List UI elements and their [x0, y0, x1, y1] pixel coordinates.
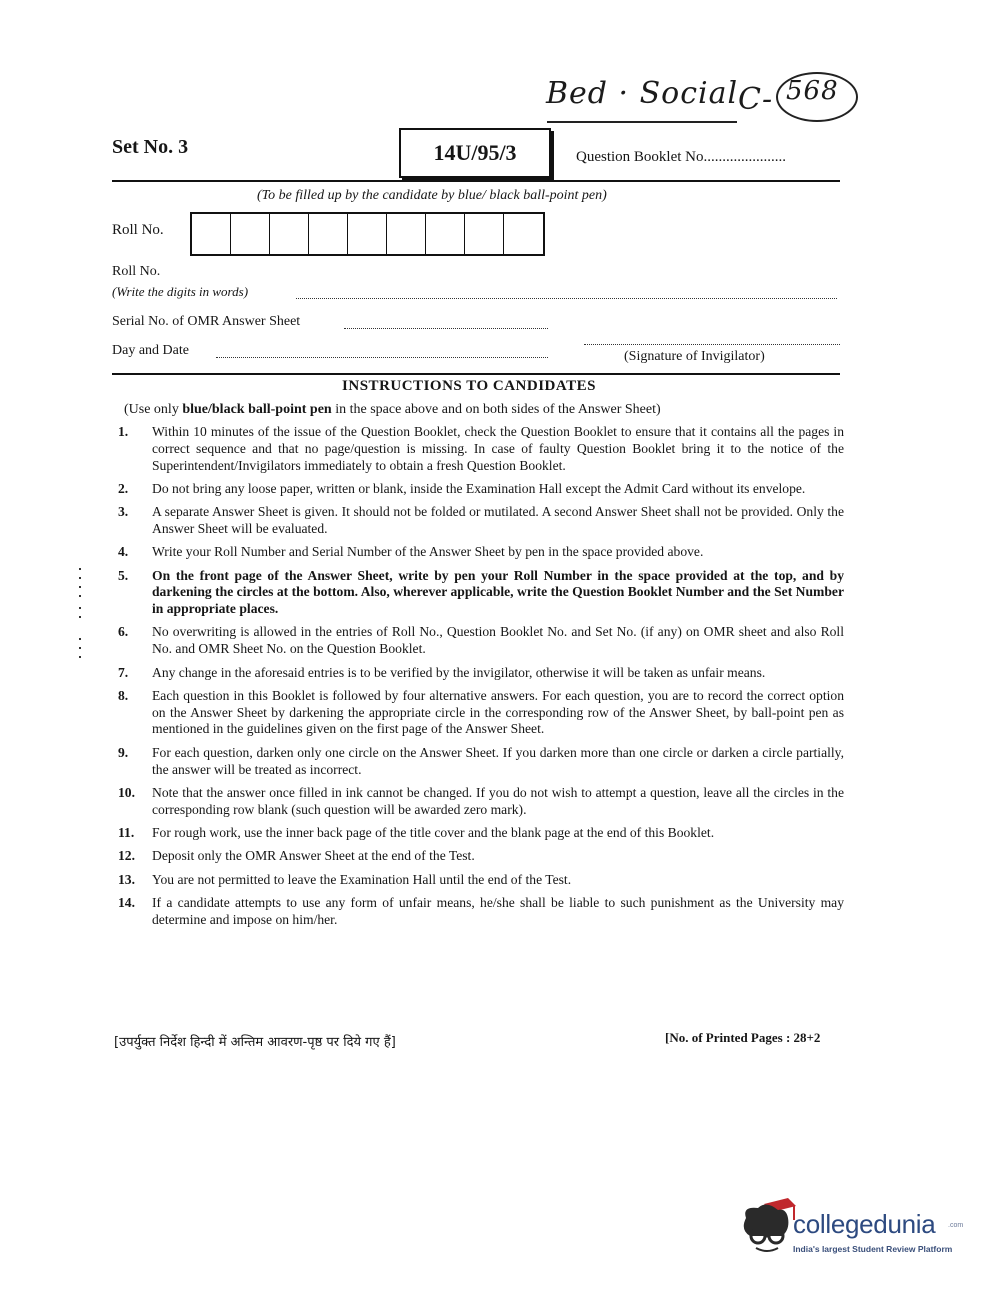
instructions-sub-note: (Use only blue/black ball-point pen in the space above and on both sides of the Answer Sheet): [124, 402, 661, 417]
instruction-number: 12.: [118, 848, 135, 864]
roll-no-cell[interactable]: [348, 214, 387, 254]
instruction-item: [118, 544, 844, 561]
instructions-title: INSTRUCTIONS TO CANDIDATES: [342, 378, 596, 394]
set-number: Set No. 3: [112, 136, 189, 158]
roll-no-cell[interactable]: [426, 214, 465, 254]
instruction-number: 2.: [118, 480, 129, 496]
instruction-item: [118, 424, 844, 474]
handwritten-note: Bed · Social: [546, 76, 739, 111]
instruction-item: [118, 825, 844, 842]
instruction-number: 8.: [118, 687, 129, 703]
instruction-item: [118, 665, 844, 682]
margin-marks-2: [79, 607, 82, 625]
instruction-number: 13.: [118, 871, 135, 887]
instruction-number: 10.: [118, 784, 135, 800]
instruction-number: 5.: [118, 567, 129, 583]
instruction-text: On the front page of the Answer Sheet, write by pen your Roll Number in the space provided at the top, and by darkening the circles at the bottom. Also, wherever applicable, write the Question Booklet Number and the Set Number in appropriate places.: [152, 567, 844, 617]
instruction-item: [118, 848, 844, 865]
logo-suffix: .com: [948, 1222, 964, 1229]
instruction-item: [118, 688, 844, 738]
instruction-text: A separate Answer Sheet is given. It should not be folded or mutilated. A second Answer Sheet shall not be provided. Only the Answer Sheet will be evaluated.: [152, 504, 844, 536]
roll-words-hint: (Write the digits in words): [112, 284, 249, 299]
instruction-item: [118, 481, 844, 498]
roll-no-cell[interactable]: [309, 214, 348, 254]
question-booklet-label: Question Booklet No......................: [576, 149, 786, 165]
roll-words-label: Roll No.: [112, 264, 161, 279]
form-rule: [112, 373, 840, 375]
fill-note: (To be filled up by the candidate by blue/ black ball-point pen): [257, 188, 607, 203]
instruction-text: No overwriting is allowed in the entries of Roll No., Question Booklet No. and Set No. (if any) on OMR sheet and also Roll No. and OMR Sheet No. on the Question Booklet.: [152, 624, 844, 657]
signature-field[interactable]: [584, 344, 840, 345]
roll-no-cell[interactable]: [504, 214, 543, 254]
roll-no-grid[interactable]: [190, 212, 545, 256]
instruction-number: 4.: [118, 544, 129, 560]
day-date-field[interactable]: [216, 357, 548, 358]
instruction-text: If a candidate attempts to use any form of unfair means, he/she shall be liable to such punishment as the University may determine and impose on him/her.: [152, 894, 844, 927]
instruction-text: You are not permitted to leave the Examination Hall until the end of the Test.: [152, 871, 572, 887]
serial-field[interactable]: [344, 328, 548, 329]
handwritten-code: C-: [738, 82, 774, 117]
instruction-text: Each question in this Booklet is followed by four alternative answers. For each question, you are to record the correct option on the Answer Sheet by darkening the appropriate circle in the corresponding row of the Answer Sheet, by ball-point pen as mentioned in the guidelines given on the first page of the Answer Sheet.: [152, 687, 844, 737]
handwritten-number: 568: [786, 76, 839, 106]
instruction-item: [118, 895, 844, 929]
instruction-number: 9.: [118, 744, 129, 760]
printed-pages: [No. of Printed Pages : 28+2: [665, 1030, 821, 1045]
instruction-item: [118, 872, 844, 889]
margin-marks-1: [79, 568, 82, 604]
instruction-item: [118, 568, 844, 618]
logo-wordmark: collegedunia: [793, 1209, 936, 1239]
instruction-item: [118, 624, 844, 658]
instruction-number: 1.: [118, 424, 129, 439]
instruction-number: 6.: [118, 624, 129, 640]
paper-code-box: 14U/95/3: [399, 128, 551, 178]
instruction-text: Note that the answer once filled in ink cannot be changed. If you do not wish to attempt a question, leave all the circles in the corresponding row blank (such question will be awarded zero mark).: [152, 784, 844, 817]
serial-label: Serial No. of OMR Answer Sheet: [112, 314, 301, 329]
roll-words-field[interactable]: [296, 298, 837, 299]
instruction-text: Do not bring any loose paper, written or blank, inside the Examination Hall except the Admit Card without its envelope.: [152, 480, 806, 496]
instruction-text: Write your Roll Number and Serial Number of the Answer Sheet by pen in the space provided above.: [152, 544, 704, 560]
day-date-label: Day and Date: [112, 343, 189, 358]
header-rule: [112, 180, 840, 182]
roll-no-cell[interactable]: [192, 214, 231, 254]
instruction-number: 14.: [118, 894, 135, 910]
roll-no-cell[interactable]: [270, 214, 309, 254]
instruction-item: [118, 785, 844, 819]
margin-marks-3: [79, 638, 82, 665]
handwritten-underline: [547, 121, 737, 123]
instruction-text: Any change in the aforesaid entries is to be verified by the invigilator, otherwise it will be taken as unfair means.: [152, 664, 766, 680]
logo-tagline: India's largest Student Review Platform: [793, 1244, 953, 1254]
instruction-text: For rough work, use the inner back page of the title cover and the blank page at the end of this Booklet.: [152, 824, 715, 840]
hindi-note: [उपर्युक्त निर्देश हिन्दी में अन्तिम आवरण-पृष्ठ पर दिये गए हैं]: [114, 1035, 396, 1050]
instruction-item: [118, 745, 844, 779]
instruction-number: 3.: [118, 504, 129, 520]
roll-no-cell[interactable]: [465, 214, 504, 254]
signature-label: (Signature of Invigilator): [624, 349, 765, 364]
instruction-text: Within 10 minutes of the issue of the Question Booklet, check the Question Booklet to ensure that it contains all the pages in correct sequence and that no page/question is missing. In case of faulty Question Booklet bring it to the notice of the Superintendent/Invigilators immediately to obtain a fresh Question Booklet.: [152, 424, 844, 473]
instruction-text: Deposit only the OMR Answer Sheet at the end of the Test.: [152, 848, 475, 864]
roll-no-label: Roll No.: [112, 222, 164, 238]
instruction-number: 7.: [118, 664, 129, 680]
roll-no-cell[interactable]: [387, 214, 426, 254]
instruction-text: For each question, darken only one circle on the Answer Sheet. If you darken more than one circle or darken a circle partially, the answer will be treated as incorrect.: [152, 744, 844, 777]
instruction-number: 11.: [118, 824, 135, 840]
roll-no-cell[interactable]: [231, 214, 270, 254]
instructions-list: [118, 424, 844, 935]
instruction-item: [118, 504, 844, 538]
